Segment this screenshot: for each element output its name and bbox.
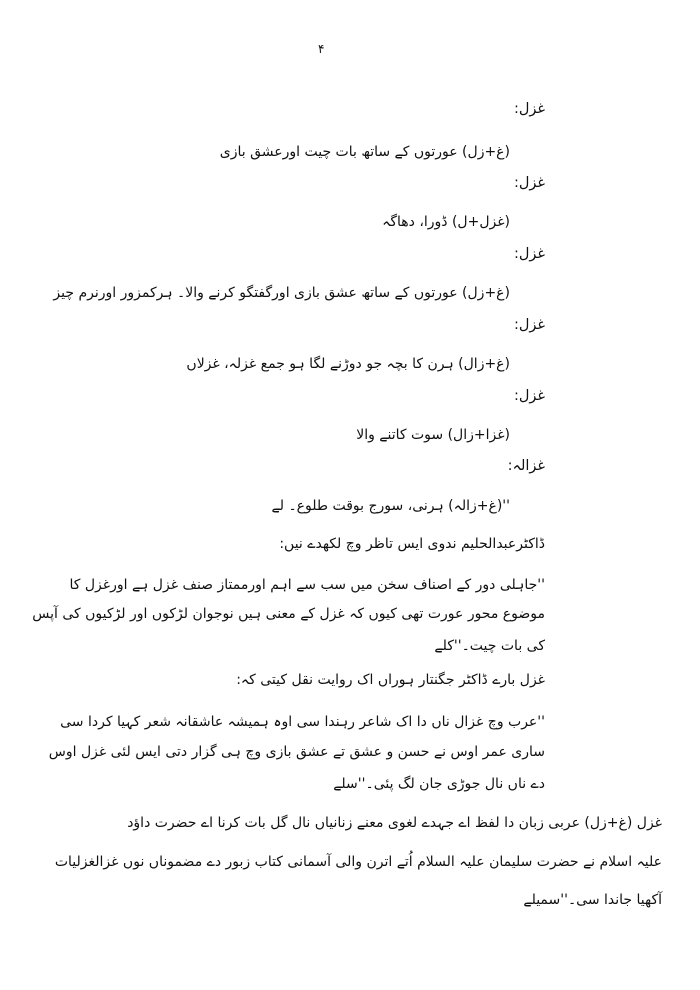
- quote-line: ساری عمر اوس نے حسن و عشق تے عشق بازی وچ ہی گزار دتی ایس لئی غزل اوس: [48, 744, 545, 760]
- entry-label: غزل:: [513, 317, 545, 333]
- quote-line: موضوع محور عورت تھی کیوں کہ غزل کے معنی ہیں نوجوان لڑکوں اور لڑکیوں کی آپس: [32, 606, 545, 622]
- entry-definition: (غ+زل) عورتوں کے ساتھ عشق بازی اورگفتگو کرنے والا۔ ہرکمزور اورنرم چیز: [53, 285, 510, 301]
- entry-label: غزالہ:: [507, 458, 545, 474]
- page-number: ۴: [318, 42, 325, 56]
- intro-line: ڈاکٹرعبدالحلیم ندوی ایس تاظر وچ لکھدے نیں:: [279, 536, 545, 552]
- paragraph-line: غزل (غ+زل) عربی زبان دا لفظ اے جہدے لغوی معنے زنانیاں نال گل بات کرنا اے حضرت داؤد: [127, 815, 662, 831]
- entry-definition: (غزل+ل) ڈورا، دھاگہ: [382, 214, 510, 230]
- entry-definition: ''(غ+زالہ) ہرنی، سورج بوقت طلوع۔ لے: [271, 498, 510, 514]
- entry-label: غزل:: [513, 388, 545, 404]
- entry-label: غزل:: [513, 246, 545, 262]
- entry-definition: (غ+زل) عورتوں کے ساتھ بات چیت اورعشق بازی: [219, 144, 510, 160]
- entry-label: غزل:: [513, 175, 545, 191]
- paragraph-line: آکھیا جاندا سی۔''سمیلے: [523, 892, 662, 908]
- intro-line: غزل بارے ڈاکٹر جگنتار ہوراں اک روایت نقل کیتی کہ:: [236, 672, 545, 688]
- entry-definition: (غ+زال) ہرن کا بچہ جو دوڑنے لگا ہو جمع غزلہ، غزلاں: [186, 356, 510, 372]
- entry-label: غزل:: [513, 101, 545, 117]
- quote-line: کی بات چیت۔''کلے: [434, 638, 545, 654]
- quote-line: دے ناں نال جوڑی جان لگ پئی۔''سلے: [333, 776, 545, 792]
- entry-definition: (غزا+زال) سوت کاتنے والا: [356, 427, 510, 443]
- quote-line: ''جاہلی دور کے اصناف سخن میں سب سے اہم اورممتاز صنف غزل ہے اورغزل کا: [69, 577, 545, 593]
- paragraph-line: علیہ اسلام نے حضرت سلیمان علیہ السلام اُتے اترن والی آسمانی کتاب زبور دے مضموناں نوں غزالغزلیات: [54, 854, 662, 870]
- quote-line: ''عرب وچ غزال ناں دا اک شاعر رہندا سی اوہ ہمیشہ عاشقانہ شعر کہیا کردا سی: [60, 714, 545, 730]
